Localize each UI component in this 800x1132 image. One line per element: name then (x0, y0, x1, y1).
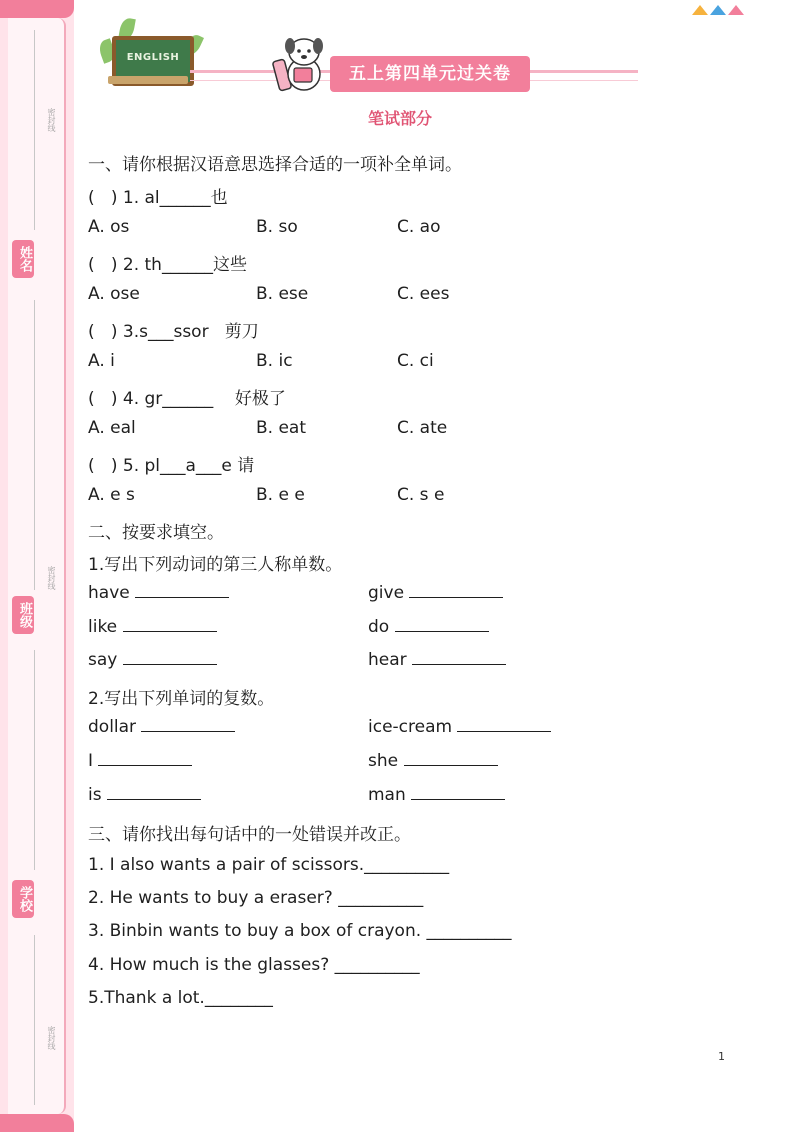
correction-sentence: 4. How much is the glasses? __________ (88, 955, 420, 975)
option-b: B. eat (256, 418, 307, 438)
binding-margin (0, 0, 74, 1132)
fill-word: she (368, 751, 399, 771)
chalkboard-text: ENGLISH (126, 52, 180, 63)
question-stem: ( ) 5. pl___a___e 请 (88, 456, 255, 476)
section-title: 笔试部分 (367, 109, 432, 128)
option-a: A. os (88, 217, 130, 237)
option-a: A. i (88, 351, 115, 371)
seal-line (34, 935, 35, 1105)
option-a: A. e s (88, 485, 135, 505)
option-a: A. ose (88, 284, 140, 304)
fill-word: give (368, 583, 405, 603)
fill-item (88, 650, 217, 670)
part2-heading: 二、按要求填空。 (88, 523, 224, 543)
question-stem: ( ) 1. al______也 (88, 188, 228, 208)
fill-word: do (368, 617, 390, 637)
seal-line (34, 300, 35, 590)
fill-item (88, 751, 192, 771)
class-tag: 班级 (12, 596, 34, 634)
correction-sentence: 3. Binbin wants to buy a box of crayon. __________ (88, 921, 512, 941)
fill-item (88, 785, 201, 805)
answer-blank[interactable] (395, 617, 489, 632)
fill-item (88, 583, 229, 603)
seal-line (34, 650, 35, 870)
part1-heading: 一、请你根据汉语意思选择合适的一项补全单词。 (88, 155, 462, 175)
dog-mascot-icon (272, 32, 330, 94)
answer-blank[interactable] (123, 650, 217, 665)
option-b: B. ese (256, 284, 309, 304)
answer-blank[interactable] (107, 785, 201, 800)
question-stem: ( ) 3.s___ssor 剪刀 (88, 322, 259, 342)
answer-blank[interactable] (141, 717, 235, 732)
correction-sentence: 2. He wants to buy a eraser? __________ (88, 888, 424, 908)
fill-word: hear (368, 650, 407, 670)
fill-word: dollar (88, 717, 137, 737)
fill-word: say (88, 650, 118, 670)
correction-sentence: 1. I also wants a pair of scissors.__________ (88, 855, 450, 875)
part3-heading: 三、请你找出每句话中的一处错误并改正。 (88, 825, 411, 845)
binding-cap-bottom (0, 1114, 74, 1132)
fill-word: have (88, 583, 130, 603)
corner-logo-icon (690, 0, 750, 12)
fill-item (368, 751, 498, 771)
fill-item (368, 617, 489, 637)
answer-blank[interactable] (457, 717, 551, 732)
answer-blank[interactable] (123, 617, 217, 632)
seal-line (34, 30, 35, 230)
fill-item (368, 650, 506, 670)
fill-item (368, 583, 503, 603)
fill-word: man (368, 785, 406, 805)
answer-blank[interactable] (411, 785, 505, 800)
fill-item (88, 717, 235, 737)
option-b: B. ic (256, 351, 293, 371)
seal-label: 密封线 (47, 108, 56, 132)
question-stem: ( ) 2. th______这些 (88, 255, 247, 275)
fill-word: like (88, 617, 118, 637)
fill-item (88, 617, 217, 637)
fill-word: ice-cream (368, 717, 453, 737)
option-c: C. ao (397, 217, 441, 237)
fill-word: is (88, 785, 102, 805)
name-tag: 姓名 (12, 240, 34, 278)
option-c: C. s e (397, 485, 445, 505)
school-tag: 学校 (12, 880, 34, 918)
seal-label: 密封线 (47, 566, 56, 590)
fill-item (368, 785, 505, 805)
seal-label: 密封线 (47, 1026, 56, 1050)
part2-sub1-title: 1.写出下列动词的第三人称单数。 (88, 555, 343, 575)
answer-blank[interactable] (135, 583, 229, 598)
binding-inner (8, 18, 66, 1114)
books-icon (108, 76, 188, 84)
option-c: C. ci (397, 351, 434, 371)
option-c: C. ate (397, 418, 448, 438)
fill-word: I (88, 751, 94, 771)
answer-blank[interactable] (409, 583, 503, 598)
question-stem: ( ) 4. gr______ 好极了 (88, 389, 286, 409)
option-a: A. eal (88, 418, 136, 438)
answer-blank[interactable] (98, 751, 192, 766)
answer-blank[interactable] (404, 751, 498, 766)
option-c: C. ees (397, 284, 450, 304)
page-number: 1 (718, 1050, 725, 1063)
correction-sentence: 5.Thank a lot.________ (88, 988, 273, 1008)
fill-item (368, 717, 551, 737)
option-b: B. so (256, 217, 298, 237)
part2-sub2-title: 2.写出下列单词的复数。 (88, 689, 275, 709)
answer-blank[interactable] (412, 650, 506, 665)
binding-cap-top (0, 0, 74, 18)
option-b: B. e e (256, 485, 305, 505)
exam-title: 五上第四单元过关卷 (330, 56, 530, 92)
